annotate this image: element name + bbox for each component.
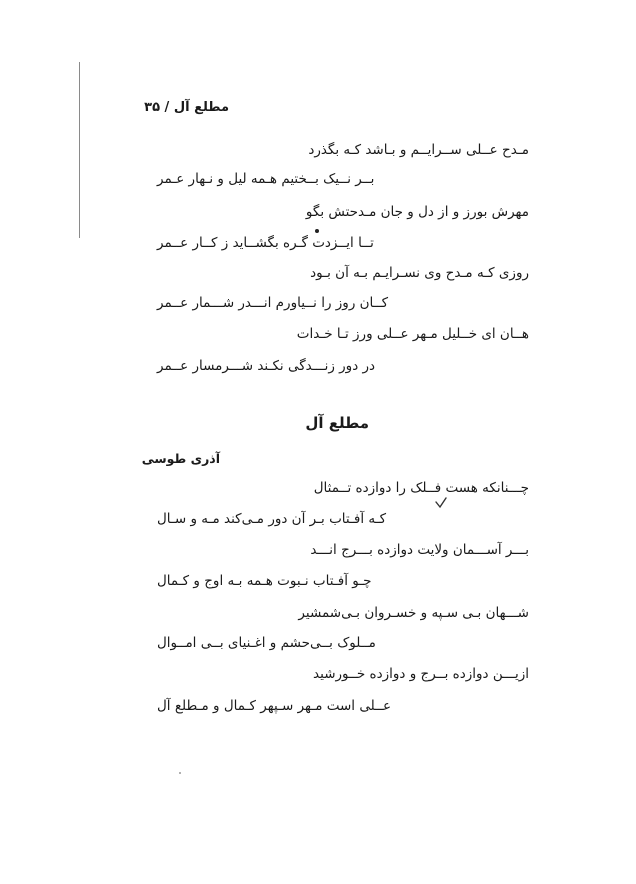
poem-line: چـــنانکه هست فــلک را دوازده تــمثال bbox=[313, 480, 529, 496]
poem-line: هــان ای خــلیل مـهر عــلی ورز تـا خـدات bbox=[296, 326, 529, 342]
poem-line: در دور زنـــدگی نکـند شـــرمسار عــمر bbox=[157, 358, 376, 374]
poem-line: چـو آفـتاب نـبوت هـمه بـه اوج و کـمال bbox=[157, 573, 372, 589]
poem-line: کــان روز را نــیاورم انـــدر شـــمار عــمر bbox=[157, 295, 389, 311]
page-header: مطلع آل / ۳۵ bbox=[144, 100, 229, 115]
section-title: مطلع آل bbox=[305, 414, 369, 432]
poem-line: مـدح عــلی ســرایــم و بـاشد کـه بگذرد bbox=[308, 142, 529, 158]
poem-line: ازیـــن دوازده بــرج و دوازده خــورشید bbox=[313, 666, 529, 682]
poem-line: بــر نــیک بــختیم هـمه لیل و نـهار عـمر bbox=[157, 171, 375, 187]
poet-name: آذری طوسی bbox=[141, 451, 220, 466]
poem-line: کـه آفـتاب بـر آن دور مـی‌کند مـه و سـال bbox=[157, 511, 387, 527]
speck-mark bbox=[177, 770, 183, 776]
page-gutter-line bbox=[79, 62, 80, 238]
poem-line: تــا ایــزدت گـره بگشــاید ز کــار عــمر bbox=[157, 235, 374, 251]
poem-line: مــلوک بــی‌حشم و اغـنیای بــی امــوال bbox=[157, 635, 376, 651]
poem-line: بـــر آســـمان ولایت دوازده بـــرج انـــد bbox=[310, 542, 529, 558]
poem-line: شـــهان بـی سـپه و خسـروان بـی‌شمشیر bbox=[298, 605, 529, 621]
poem-line: عــلی است مـهر سـپهر کـمال و مـطلع آل bbox=[157, 698, 392, 714]
ink-dot-mark bbox=[313, 227, 321, 235]
poem-line: مهرش بورز و از دل و جان مـدحتش بگو bbox=[305, 204, 529, 220]
pen-tick-mark bbox=[434, 496, 448, 510]
poem-line: روزی کـه مـدح وی نسـرایـم بـه آن بـود bbox=[310, 265, 529, 281]
